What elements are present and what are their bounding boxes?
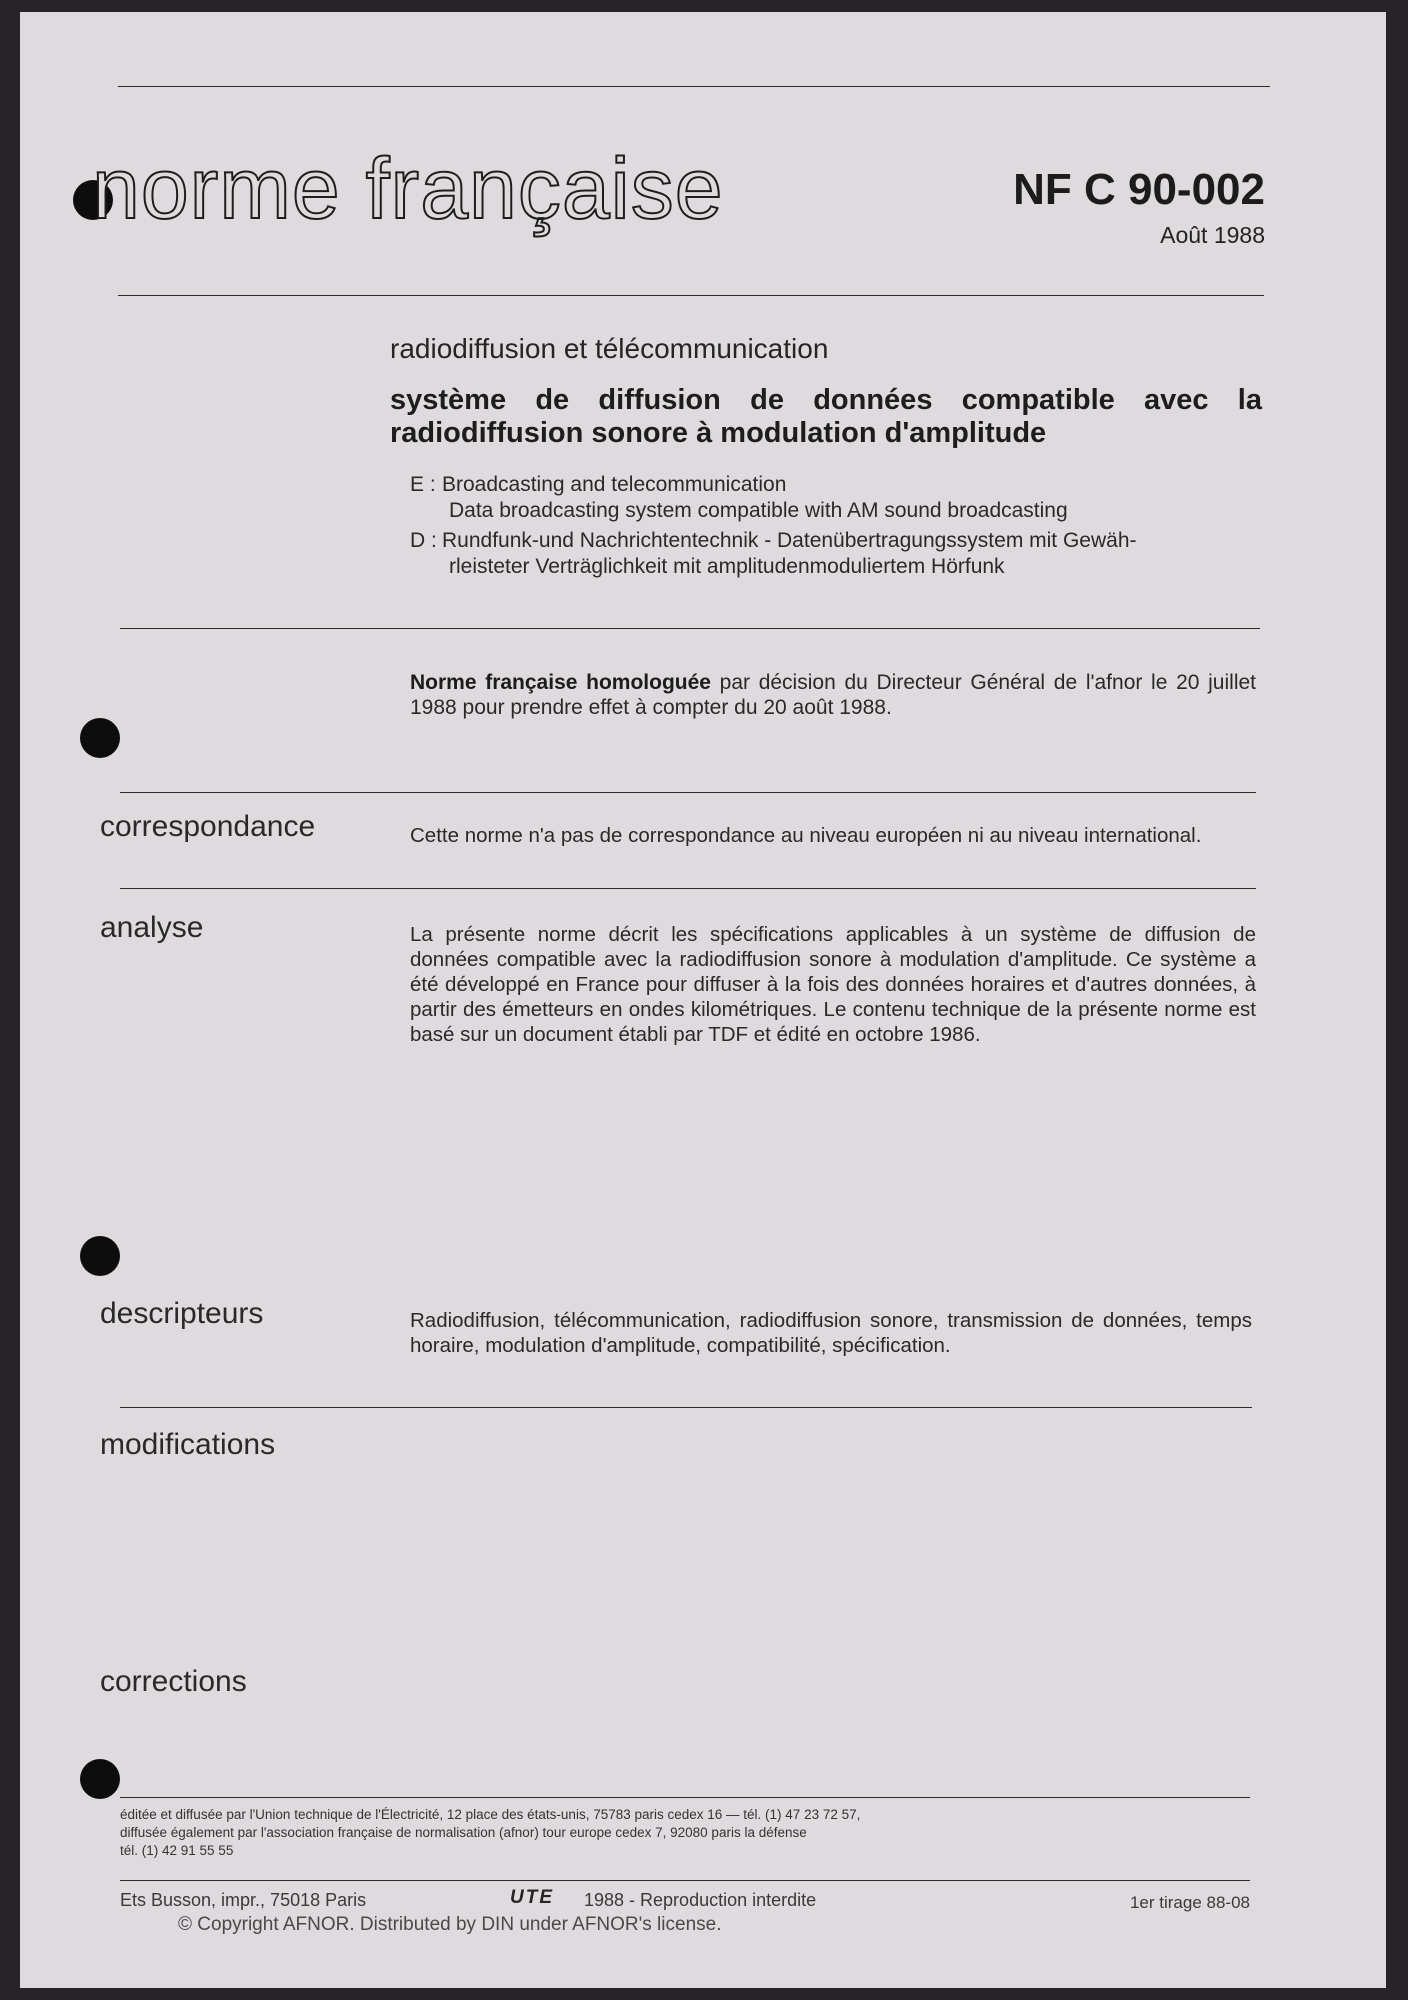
rule-footer-bottom (120, 1880, 1250, 1881)
subject-category: radiodiffusion et télécommunication (390, 333, 829, 364)
rule-translations (120, 628, 1260, 629)
translation-e-line1: Broadcasting and telecommunication (442, 473, 787, 496)
standard-code: NF C 90-002 (1013, 165, 1265, 214)
section-label-modifications: modifications (100, 1428, 276, 1461)
punch-hole-lower (80, 1236, 120, 1276)
translation-german (410, 528, 1270, 580)
homologation-rest: par décision du Directeur Général de l'afnor le 20 juillet 1988 pour prendre effet à compter du 20 août 1988. (410, 671, 1256, 719)
section-label-descripteurs: descripteurs (100, 1297, 264, 1330)
subject-title: système de diffusion de données compatible avec la radiodiffusion sonore à modulation d'amplitude (390, 384, 1262, 449)
ute-logo: UTE (510, 1887, 554, 1908)
rule-footer-top (120, 1797, 1250, 1798)
section-label-analyse: analyse (100, 911, 204, 944)
print-run: 1er tirage 88-08 (1129, 1893, 1250, 1912)
rule-descripteurs (120, 1407, 1252, 1408)
analyse-text: La présente norme décrit les spécifications applicables à un système de diffusion de données compatible avec la radiodiffusion sonore à modulation d'amplitude. Ce système a été développé en France pour diffuser à la fois des données horaires et d'autres données, à partir des émetteurs en ondes kilométriques. Le contenu technique de la présente norme est basé sur un document établi par TDF et édité en octobre 1986. (410, 923, 1256, 1046)
copyright-notice: © Copyright AFNOR. Distributed by DIN under AFNOR's license. (178, 1914, 722, 1935)
punch-hole-upper (80, 718, 120, 758)
punch-hole-bottom (80, 1759, 120, 1799)
translation-english (410, 472, 1270, 524)
standard-date: Août 1988 (1160, 222, 1265, 248)
rule-homologation (120, 792, 1256, 793)
homologation-bold: Norme française homologuée (410, 671, 711, 694)
publisher-info (120, 1806, 1260, 1860)
correspondance-text: Cette norme n'a pas de correspondance au niveau européen ni au niveau international. (410, 824, 1202, 847)
printer-info: Ets Busson, impr., 75018 Paris (120, 1890, 367, 1910)
descripteurs-text: Radiodiffusion, télécommunication, radiodiffusion sonore, transmission de données, temps horaire, modulation d'amplitude, compatibilité, spécification. (410, 1309, 1252, 1357)
publisher-line3: tél. (1) 42 91 55 55 (120, 1843, 234, 1858)
publisher-line1: éditée et diffusée par l'Union technique de l'Électricité, 12 place des états-unis, 75783 paris cedex 16 — tél. (1) 47 23 72 57, (120, 1807, 861, 1822)
brand-logo: norme française (92, 141, 724, 237)
section-label-corrections: corrections (100, 1665, 247, 1698)
rule-correspondance (120, 888, 1256, 889)
translation-d-line1: Rundfunk-und Nachrichtentechnik - Datenübertragungssystem mit Gewäh- (442, 529, 1137, 552)
publisher-line2: diffusée également par l'association française de normalisation (afnor) tour europe cedex 7, 92080 paris la défense (120, 1825, 807, 1840)
reproduction-notice: 1988 - Reproduction interdite (584, 1890, 817, 1910)
homologation-statement (410, 670, 1256, 720)
translation-d-line2: rleisteter Verträglichkeit mit amplitudenmoduliertem Hörfunk (449, 555, 1005, 578)
section-label-correspondance: correspondance (100, 810, 316, 843)
translation-e-letter: E : (410, 473, 436, 496)
translation-e-line2: Data broadcasting system compatible with AM sound broadcasting (449, 499, 1068, 522)
rule-header (118, 295, 1264, 296)
rule-top (118, 86, 1270, 87)
translation-d-letter: D : (410, 529, 437, 552)
